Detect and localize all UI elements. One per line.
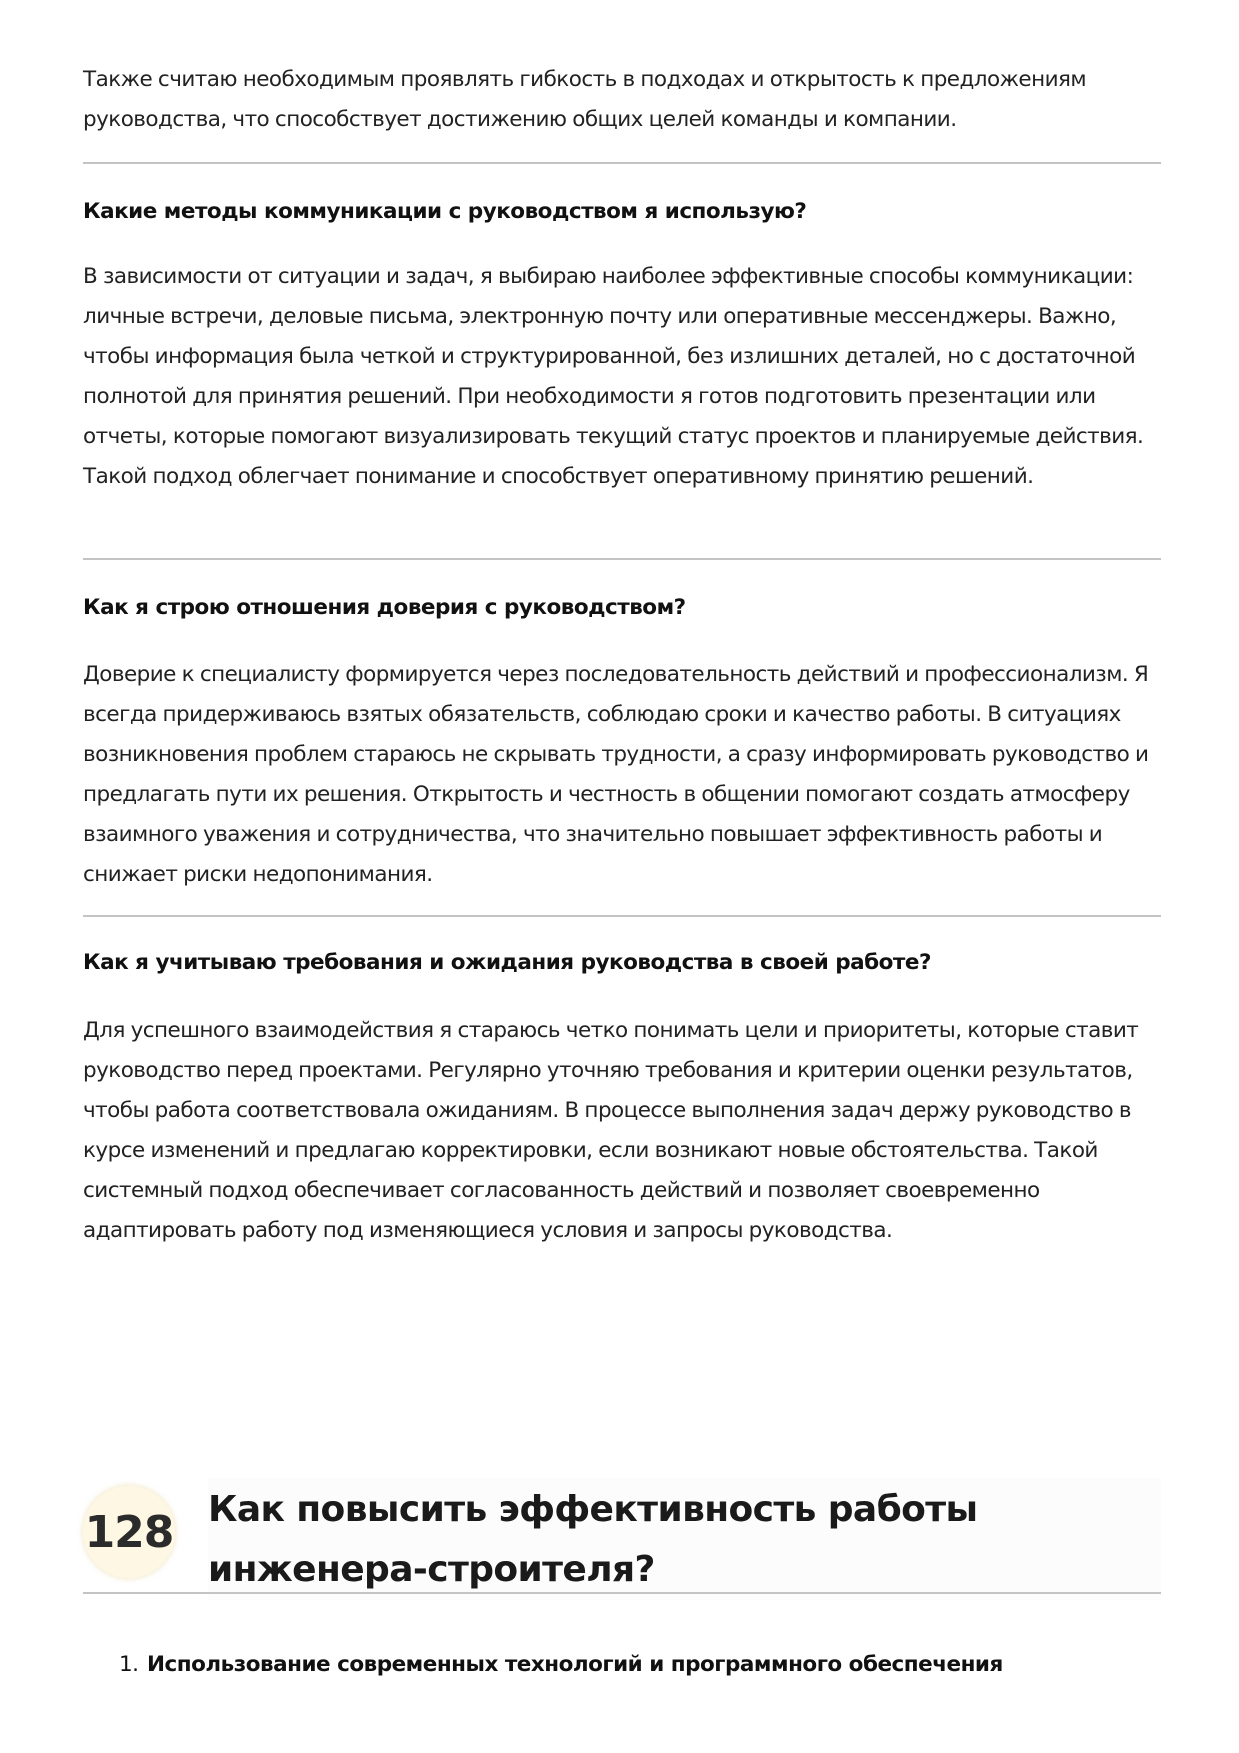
- answer-block: [83, 1011, 1161, 1251]
- divider: [83, 558, 1161, 560]
- intro-block: [83, 60, 1161, 140]
- section-number-badge: 128: [83, 1486, 175, 1578]
- section-header: [83, 1478, 1161, 1606]
- section-divider: [83, 1592, 1161, 1594]
- answer-paragraph: В зависимости от ситуации и задач, я выбираю наиболее эффективные способы коммуникации: личные встречи, деловые письма, электронную почту или оперативные мессенджеры. Важно, чтобы информация была четкой и структурированной, без излишних деталей, но с достаточной полнотой для принятия решений. При необходимости я готов подготовить презентации или отчеты, которые помогают визуализировать текущий статус проектов и планируемые действия. Такой подход облегчает понимание и способствует оперативному принятию решений.: [83, 264, 1144, 489]
- question-heading: Как я учитываю требования и ожидания руководства в своей работе?: [83, 950, 931, 975]
- list-item-number: 1.: [119, 1652, 139, 1677]
- section-title: Как повысить эффективность работы инженера-строителя?: [208, 1489, 978, 1590]
- intro-paragraph: Также считаю необходимым проявлять гибкость в подходах и открытость к предложениям руководства, что способствует достижению общих целей команды и компании.: [83, 67, 1087, 132]
- section-title-box: [208, 1478, 1161, 1600]
- question-heading: Как я строю отношения доверия с руководством?: [83, 595, 686, 620]
- list-item: [83, 1650, 1161, 1680]
- answer-paragraph: Доверие к специалисту формируется через последовательность действий и профессионализм. Я всегда придерживаюсь взятых обязательств, соблюдаю сроки и качество работы. В ситуациях возникновения проблем стараюсь не скрывать трудности, а сразу информировать руководство и предлагать пути их решения. Открытость и честность в общении помогают создать атмосферу взаимного уважения и сотрудничества, что значительно повышает эффективность работы и снижает риски недопонимания.: [83, 662, 1149, 887]
- divider: [83, 915, 1161, 917]
- numbered-list: [83, 1650, 1161, 1680]
- divider: [83, 162, 1161, 164]
- answer-block: [83, 257, 1161, 497]
- answer-block: [83, 655, 1161, 895]
- answer-paragraph: Для успешного взаимодействия я стараюсь четко понимать цели и приоритеты, которые ставит руководство перед проектами. Регулярно уточняю требования и критерии оценки результатов, чтобы работа соответствовала ожиданиям. В процессе выполнения задач держу руководство в курсе изменений и предлагаю корректировки, если возникают новые обстоятельства. Такой системный подход обеспечивает согласованность действий и позволяет своевременно адаптировать работу под изменяющиеся условия и запросы руководства.: [83, 1018, 1139, 1243]
- list-item-label: Использование современных технологий и программного обеспечения: [147, 1652, 1003, 1677]
- question-heading: Какие методы коммуникации с руководством я использую?: [83, 199, 807, 224]
